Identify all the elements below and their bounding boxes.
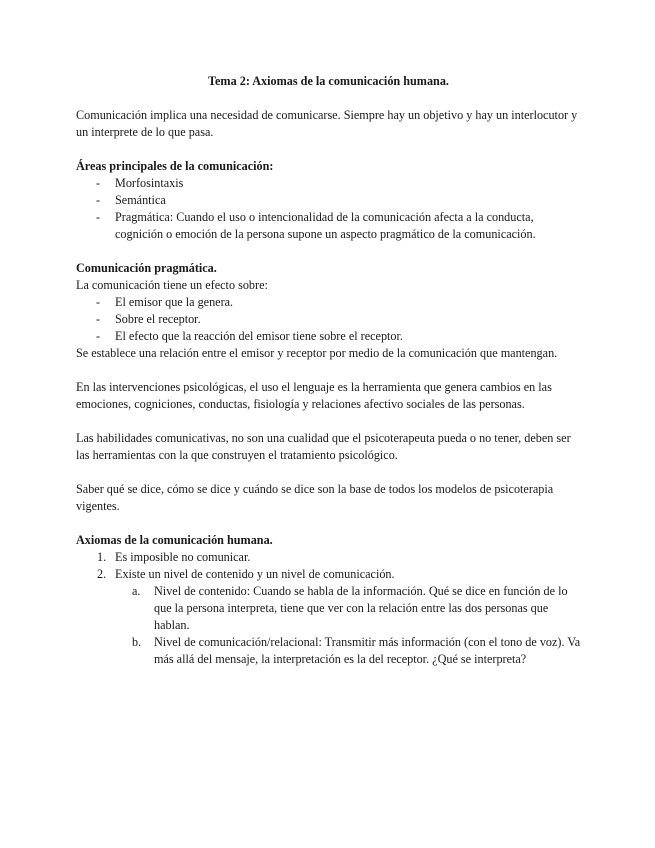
document-title: Tema 2: Axiomas de la comunicación humana. bbox=[208, 74, 449, 88]
letter-marker: b. bbox=[132, 635, 142, 649]
spacer bbox=[76, 464, 581, 481]
list-item bbox=[76, 328, 581, 345]
pragmatica-lead: La comunicación tiene un efecto sobre: bbox=[76, 278, 268, 292]
letter-marker: a. bbox=[132, 584, 141, 598]
list-item-text: Existe un nivel de contenido y un nivel de comunicación. bbox=[115, 567, 395, 581]
list-item-text: Pragmática: Cuando el uso o intencionalidad de la comunicación afecta a la conducta, cognición o emoción de la persona supone un aspecto pragmático de la comunicación. bbox=[115, 210, 536, 241]
list-item bbox=[76, 311, 581, 328]
axiomas-heading: Axiomas de la comunicación humana. bbox=[76, 533, 273, 547]
axiomas-sublist bbox=[76, 583, 581, 668]
dash-marker: - bbox=[96, 329, 101, 343]
list-item bbox=[76, 566, 581, 583]
list-item bbox=[76, 549, 581, 566]
list-item bbox=[76, 294, 581, 311]
list-item bbox=[76, 209, 581, 243]
list-item-text: El efecto que la reacción del emisor tiene sobre el receptor. bbox=[115, 329, 403, 343]
areas-list bbox=[76, 175, 581, 243]
saber-paragraph: Saber qué se dice, cómo se dice y cuándo se dice son la base de todos los modelos de psicoterapia vigentes. bbox=[76, 482, 554, 513]
number-marker: 1. bbox=[97, 550, 107, 564]
dash-marker: - bbox=[96, 210, 101, 224]
list-item-text: Nivel de comunicación/relacional: Transmitir más información (con el tono de voz). Va más allá del mensaje, la interpretación es la del receptor. ¿Qué se interpreta? bbox=[154, 635, 581, 666]
dash-marker: - bbox=[96, 312, 101, 326]
list-item bbox=[76, 175, 581, 192]
list-item-text: Morfosintaxis bbox=[115, 176, 184, 190]
list-item bbox=[76, 192, 581, 209]
habilidades-paragraph: Las habilidades comunicativas, no son una cualidad que el psicoterapeuta pueda o no tener, deben ser las herramientas con la que construyen el tratamiento psicológico. bbox=[76, 431, 571, 462]
document-body bbox=[76, 73, 581, 668]
dash-marker: - bbox=[96, 193, 101, 207]
areas-heading: Áreas principales de la comunicación: bbox=[76, 159, 274, 173]
axiomas-list bbox=[76, 549, 581, 583]
list-item-text: Es imposible no comunicar. bbox=[115, 550, 251, 564]
spacer bbox=[76, 413, 581, 430]
spacer bbox=[76, 515, 581, 532]
intro-paragraph: Comunicación implica una necesidad de comunicarse. Siempre hay un objetivo y hay un interlocutor y un interprete de lo que pasa. bbox=[76, 108, 578, 139]
pragmatica-heading: Comunicación pragmática. bbox=[76, 261, 217, 275]
number-marker: 2. bbox=[97, 567, 107, 581]
list-item-text: Nivel de contenido: Cuando se habla de la información. Qué se dice en función de lo que la persona interpreta, tiene que ver con la relación entre las dos personas que hablan. bbox=[154, 584, 568, 632]
list-item-text: Sobre el receptor. bbox=[115, 312, 201, 326]
list-item bbox=[76, 583, 581, 634]
dash-marker: - bbox=[96, 176, 101, 190]
pragmatica-list bbox=[76, 294, 581, 345]
list-item-text: El emisor que la genera. bbox=[115, 295, 234, 309]
intervenciones-paragraph: En las intervenciones psicológicas, el uso el lenguaje es la herramienta que genera cambios en las emociones, cogniciones, conductas, fisiología y relaciones afectivo sociales de las personas. bbox=[76, 380, 552, 411]
list-item-text: Semántica bbox=[115, 193, 166, 207]
dash-marker: - bbox=[96, 295, 101, 309]
spacer bbox=[76, 362, 581, 379]
spacer bbox=[76, 243, 581, 260]
list-item bbox=[76, 634, 581, 668]
pragmatica-closing: Se establece una relación entre el emisor y receptor por medio de la comunicación que mantengan. bbox=[76, 346, 558, 360]
spacer bbox=[76, 141, 581, 158]
